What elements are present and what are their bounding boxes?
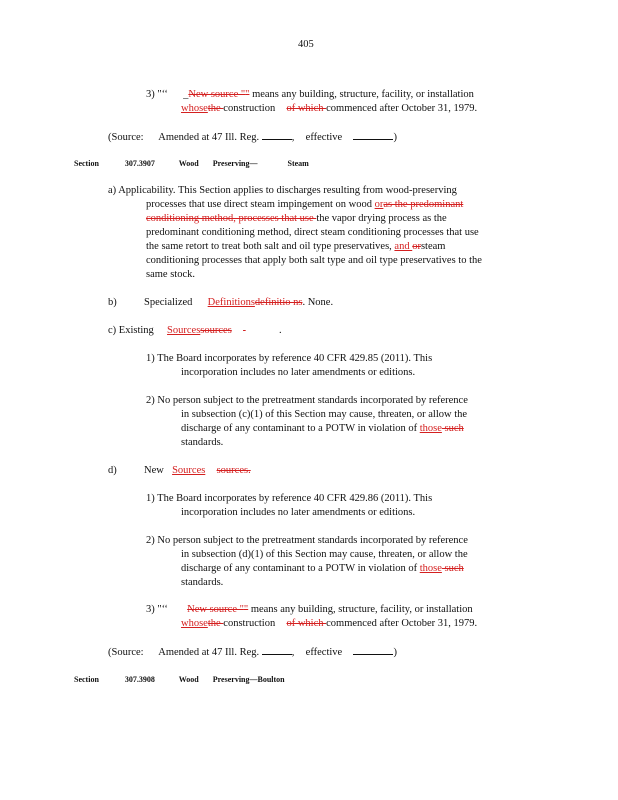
date-blank <box>353 645 393 655</box>
applicability-line7: same stock. <box>146 269 195 280</box>
date-blank <box>353 130 393 140</box>
reg-blank <box>262 130 292 140</box>
section-heading: Section 307.3907 Wood Preserving— Steam <box>74 159 309 168</box>
struck-blank <box>243 324 279 338</box>
reg-blank <box>262 645 292 655</box>
d3-line1: 3) "‘‘ New source "" means any building, structure, facility, or installation <box>146 604 473 615</box>
item-number: 3) "‘‘ <box>146 89 168 100</box>
d1-line1: 1) The Board incorporates by reference 40 CFR 429.86 (2011). This <box>146 493 433 504</box>
c1-line1: 1) The Board incorporates by reference 40 CFR 429.85 (2011). This <box>146 353 433 364</box>
existing-sources-heading: c) Existing Sourcessources . <box>108 325 282 336</box>
top-item-line2: whosethe construction of which commenced after October 31, 1979. <box>181 103 478 114</box>
d3-line2: whosethe construction of which commenced after October 31, 1979. <box>181 618 478 629</box>
c1-line2: incorporation includes no later amendments or editions. <box>181 367 416 378</box>
applicability-line2: processes that use direct steam impingement on wood oras the predominant <box>146 199 464 210</box>
d2-line4: standards. <box>181 577 224 588</box>
source-note: (Source: Amended at 47 Ill. Reg. , effective ) <box>108 132 397 143</box>
specialized-definitions: b) Specialized Definitionsdefinitio ns. None. <box>108 297 334 308</box>
page-number: 405 <box>298 39 314 50</box>
applicability-line6: conditioning processes that apply both salt type and oil type preservatives to the <box>146 255 482 266</box>
c2-line4: standards. <box>181 437 224 448</box>
d1-line2: incorporation includes no later amendments or editions. <box>181 507 416 518</box>
d2-line1: 2) No person subject to the pretreatment standards incorporated by reference <box>146 535 468 546</box>
applicability-line5: the same retort to treat both salt and oil type preservatives, and orsteam <box>146 241 446 252</box>
c2-line1: 2) No person subject to the pretreatment standards incorporated by reference <box>146 395 468 406</box>
applicability-line3: conditioning method, processes that use the vapor drying process as the <box>146 213 447 224</box>
d2-line3: discharge of any contaminant to a POTW in violation of those such <box>181 563 464 574</box>
section-heading: Section 307.3908 Wood Preserving—Boulton <box>74 675 285 684</box>
c2-line2: in subsection (c)(1) of this Section may cause, threaten, or allow the <box>181 409 468 420</box>
source-note: (Source: Amended at 47 Ill. Reg. , effective ) <box>108 647 397 658</box>
d2-line2: in subsection (d)(1) of this Section may cause, threaten, or allow the <box>181 549 468 560</box>
c2-line3: discharge of any contaminant to a POTW in violation of those such <box>181 423 464 434</box>
new-sources-heading: d) New Sources sources. <box>108 465 251 476</box>
applicability-line4: predominant conditioning method, direct steam conditioning processes that use <box>146 227 479 238</box>
applicability-line1: a) Applicability. This Section applies to discharges resulting from wood-preserving <box>108 185 457 196</box>
top-item-line1: 3) "‘‘ _New source "" means any building, structure, facility, or installation <box>146 89 474 100</box>
